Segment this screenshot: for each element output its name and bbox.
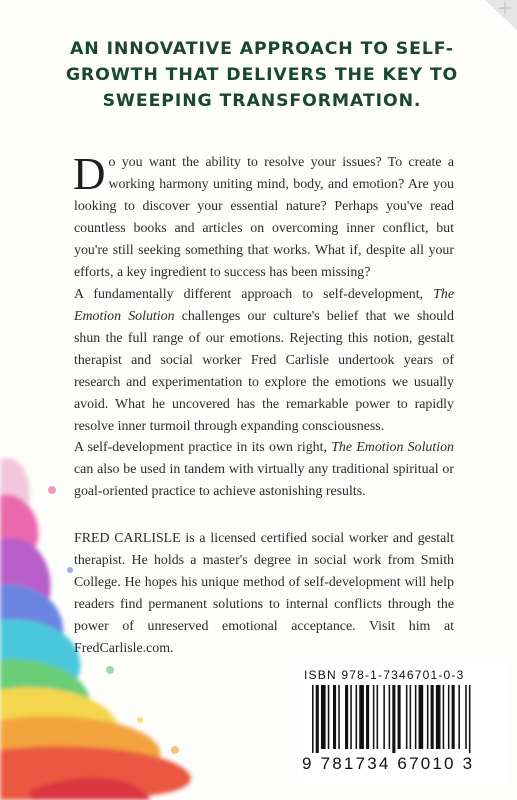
barcode-bars — [312, 685, 500, 753]
barcode-bar — [458, 685, 460, 749]
barcode-digits: 9 781734 67010 3 — [302, 754, 475, 773]
isbn-barcode — [298, 665, 506, 785]
barcode-bar — [406, 685, 408, 749]
barcode-bar — [436, 685, 441, 749]
barcode-bar — [389, 685, 391, 749]
barcode-bar — [328, 685, 330, 749]
barcode-bar — [312, 685, 314, 753]
isbn-label: ISBN 978-1-7346701-0-3 — [304, 668, 465, 682]
barcode-bar — [359, 685, 364, 749]
intro-paragraph-text: o you want the ability to resolve your issues? To create a working harmony uniting mind, body, and emotion? Are you looking to discover your essential nature? Perhaps you've read countless books and articles on overcoming inner conflict, but you're still seeking something that works. What if, despite all your efforts, a key ingredient to success has been missing? — [74, 155, 454, 280]
barcode-bar — [410, 685, 412, 749]
barcode-bar — [321, 685, 326, 749]
practice-paragraph-end: can also be used in tandem with virtually any traditional spiritual or goal-oriented practice to achieve astonishing results. — [74, 462, 454, 499]
barcode-bar — [419, 685, 424, 749]
barcode-bar — [345, 685, 348, 749]
barcode-bar — [398, 685, 401, 749]
headline: AN INNOVATIVE APPROACH TO SELF-GROWTH THAT DELIVERS THE KEY TO SWEEPING TRANSFORMATION. — [65, 39, 459, 111]
barcode-bar — [373, 685, 375, 749]
barcode-bar — [356, 685, 358, 749]
barcode-bar — [333, 685, 336, 749]
barcode-bar — [377, 685, 379, 749]
barcode-bar — [443, 685, 445, 749]
intro-paragraph — [73, 149, 454, 284]
barcode-bar — [465, 685, 467, 749]
book-title: The Emotion Solution — [74, 287, 454, 324]
barcode-bar — [469, 685, 471, 753]
approach-paragraph-start: A fundamentally different approach to self-development, — [74, 287, 434, 302]
drop-cap: D — [73, 149, 106, 199]
approach-paragraph-end: challenges our culture's belief that we should shun the full range of our emotions. Rejecting this notion, gestalt therapist and social worker Fred Carlisle undertook years of research and experimentation to explore the emotions we usually avoid. What he uncovered has the remarkable power to rapidly resolve inner turmoil through expanding consciousness. — [74, 309, 454, 434]
barcode-bar — [350, 685, 352, 749]
barcode-bar — [452, 685, 455, 749]
book-title: The Emotion Solution — [331, 440, 454, 455]
corner-watermark-icon — [477, 0, 517, 32]
barcode-bar — [427, 685, 429, 749]
approach-paragraph — [74, 284, 454, 438]
author-bio: FRED CARLISLE is a licensed certified social worker and gestalt therapist. He holds a master's degree in social work from Smith College. He hopes his unique method of self-development will help readers find permanent solutions to internal conflicts through the power of unreserved emotional acceptance. Visit him at FredCarlisle.com. — [74, 531, 454, 656]
barcode-bar — [316, 685, 319, 753]
barcode-bar — [366, 685, 369, 749]
barcode-bar — [448, 685, 450, 749]
barcode-bar — [415, 685, 417, 749]
practice-paragraph-start: A self-development practice in its own right, — [74, 440, 332, 455]
barcode-bar — [338, 685, 340, 749]
barcode-bar — [392, 685, 395, 753]
practice-paragraph — [74, 437, 454, 503]
barcode-bar — [383, 685, 385, 749]
barcode-bar — [431, 685, 434, 749]
